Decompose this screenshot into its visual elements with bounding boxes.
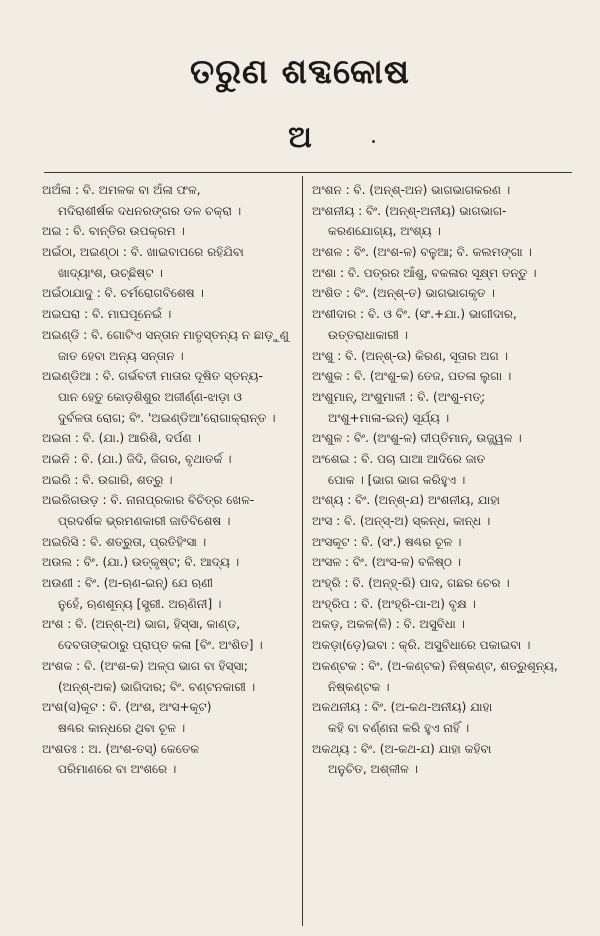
entry-line: ଉତ୍ତରାଧାକାରୀ । <box>328 327 409 342</box>
entry-line: ଅଂଶେଇ : ବି. ପଚା ଘାଆ ଆଦିରେ ଜାତ <box>312 451 486 466</box>
entry-line: କରଣଯୋଗ୍ୟ, ଅଂଶ୍ୟ । <box>328 224 441 239</box>
entry-line: ଅଂଶକ : ବି. (ଅଂଶ-କ) ଅଳ୍ପ ଭାଗ ବା ହିସ୍ସା; <box>42 658 248 673</box>
entry-line: ଅକଡ଼ା(ଡ଼େ)ଇବା : କ୍ରି. ଅସୁବିଧାରେ ପକାଇବା । <box>312 638 531 653</box>
entry-line: ଅଅଁଳା : ବି. ଅମଳକ ବା ଅଁଳା ଫଳ, <box>42 183 201 197</box>
entry-line: ଖାଦ୍ୟାଂଶ, ଉଚ୍ଛିଷ୍ଟ । <box>58 265 163 280</box>
entry-line: ଅଂଶୁମାନ୍, ଅଂଶୁମାଳୀ : ବି. (ଅଂଶୁ-ମତ୍; <box>312 389 486 404</box>
entry-line: ପ୍ରଦର୍ଶକ ଭ୍ରମଣକାରୀ ଜାତିବିଶେଷ । <box>58 514 231 528</box>
entry-line: ଅଇଘରା : ବି. ମାଘପୂନେଇଁ । <box>42 307 172 322</box>
entry-line: ଅଂଶ୍ୟ : ବିଂ. (ଅନ୍‌ଶ୍‌-ଯ) ଅଂଶନୀୟ, ଯାହା <box>312 493 500 508</box>
entry-line: ଅଇ : ବି. ବାନ୍ତିର ଉପକ୍ରମ । <box>42 224 185 239</box>
left-column <box>42 180 298 928</box>
entry-line: ଅଇରିସି : ବି. ଶତ୍ରୁତା, ପ୍ରତିହିଂସା । <box>42 534 207 549</box>
top-rule-divider <box>44 172 572 173</box>
entry-line: ଅଂସ : ବି. (ଅନ୍‌ସ୍‌-ଅ) ସ୍କନ୍ଧ, କାନ୍ଧ । <box>312 514 491 528</box>
right-column <box>312 180 574 928</box>
entry-line: ଅଂଶିତ : ବିଂ. (ଅନ୍‌ଶ୍‌-ତ) ଭାଗଭାଗକୃତ । <box>312 286 495 301</box>
entry-line: ଅଂଶୁ+ମାଳା-ଇନ୍) ସୂର୍ଯ୍ୟ । <box>328 410 450 425</box>
entry-line: ଅଇଣ୍ଡି : ବି. ଗୋଟିଏ ସନ୍ତାନ ମାତୃସ୍ତନ୍ୟ ନ ଛାଡ଼ୁଣୁ <box>42 327 289 342</box>
entry-line: ପୋକ । [ଭାଗ ଭାଗ କରିହୁଏ । <box>328 472 466 487</box>
entry-line: ପରିମାଣରେ ବା ଅଂଶରେ । <box>58 762 177 777</box>
entry-line: ନିଷ୍କଣ୍ଟକ । <box>328 679 390 694</box>
decorative-dot <box>372 140 375 143</box>
entry-line: ଅକଡ଼, ଅକଳ(ଳି) : ବି. ଅସୁବିଧା । <box>312 617 465 632</box>
entry-line: ଅଇଣ୍ଡିଆ : ବି. ଗର୍ଭବତୀ ମାତାର ଦୂଷିତ ସ୍ତନ୍ୟ- <box>42 369 263 384</box>
entry-line: କହି ବା ବର୍ଣ୍ଣନା କରି ହୁଏ ନାହିଁ । <box>328 720 470 735</box>
entry-line: ଅଂଶୁ : ବି. (ଅନ୍‌ଶ୍‌-ଉ) କିରଣ, ସୂତାର ଅଗ । <box>312 348 508 363</box>
entry-line: ଷଣ୍ଢର କାନ୍ଧରେ ଥିବା ଚୂଳ । <box>58 720 186 735</box>
entry-line: ଅଂଶତଃ : ଅ. (ଅଂଶ-ତସ୍) କେତେକ <box>42 741 200 756</box>
entry-line: ଅଂସଳ : ବିଂ. (ଅଂସ-ଳ) ବଳିଷ୍ଠ । <box>312 555 462 570</box>
entry-line: ଅଂଶୁଳ : ବିଂ. (ଅଂଶୁ-ଳ) ଦୀପ୍ତିମାନ୍, ଉଜ୍ଜ୍ୱଳ । <box>312 431 522 446</box>
section-letter-heading: ଅ <box>288 120 312 155</box>
entry-line: ଅନୁଚିତ, ଅଶ୍ଳୀଳ । <box>328 762 419 777</box>
entry-line: ଅଂହ୍ରିପ : ବି. (ଅଂହ୍ରି-ପା-ଅ) ବୃକ୍ଷ । <box>312 596 476 611</box>
entry-line: ଅଂଶନୀୟ : ବିଂ. (ଅନ୍‌ଶ୍‌-ଅନୀୟ) ଭାଗଭାଗ- <box>312 203 507 218</box>
entry-line: ଅକଥନୀୟ : ବିଂ. (ଅ-କଥ-ଅନୀୟ) ଯାହା <box>312 700 493 715</box>
entry-line: ଦେବତାଙ୍କଠାରୁ ପ୍ରାପ୍ତ କଳା [ବିଂ. ଅଂଶିତ] । <box>58 638 263 653</box>
entry-line: ଅଇନି : ବି. (ଯା.) ଜିଦି, ଜିଗର, ବୃଥାତର୍କ । <box>42 451 232 466</box>
entry-line: ମଦିରାଶୀର୍ଷକ ଦଧନରଙ୍ଗର ଡଳ ଚକ୍ରା । <box>58 203 242 218</box>
entry-line: ଦୁର୍ବଳତା ରୋଗ; ବିଂ. 'ଅଇଣ୍ଡିଆ'ରୋଗାକ୍ରାନ୍ତ । <box>58 410 276 425</box>
entry-line: ଅଂହ୍ରି : ବି. (ଅନ୍‌ହ୍‌-ରି) ପାଦ, ଗଛର ଚେର । <box>312 576 510 591</box>
entry-line: ଅଇନା : ବି. (ଯା.) ଆରିଶି, ଦର୍ପଣ । <box>42 431 201 446</box>
entry-line: ଅଇଁଠାଯାଦୁ : ବି. ଚର୍ମରୋଗବିଶେଷ । <box>42 286 204 301</box>
entry-line: ଅକଥ୍ୟ : ବିଂ. (ଅ-କଥ-ଯ) ଯାହା କହିବା <box>312 741 492 756</box>
entry-line: ଅଂଶନ : ବି. (ଅନ୍‌ଶ୍‌-ଅନ) ଭାଗଭାଗକରଣ । <box>312 183 511 197</box>
entry-line: ପାନ ହେତୁ କୋଡ଼ଶିଶୁର ଅଜୀର୍ଣ୍ଣ-ଝାଡ଼ା ଓ <box>58 389 242 404</box>
entry-line: ଅଂଶ(ସ)କୂଟ : ବି. (ଅଂଶ, ଅଂସ+କୂଟ) <box>42 700 212 715</box>
entry-line: ଅଂସକୂଟ : ବି. (ସଂ.) ଷଣ୍ଢର ଚୂଳ । <box>312 534 462 549</box>
entry-line: ଅଂଶୀଦାର : ବି. ଓ ବିଂ. (ସଂ.+ଯା.) ଭାଗୀଦାର, <box>312 307 517 322</box>
entry-line: ଅକଣ୍ଟକ : ବିଂ. (ଅ-କଣ୍ଟକ) ନିଷ୍କଣ୍ଟ, ଶତ୍ରୁଶୂନ୍ୟ, <box>312 658 558 673</box>
entry-line: ଅଇରିଗଉଡ଼ : ବି. ନାନାପ୍ରକାର ବିଚିତ୍ର ଖେଳ- <box>42 493 255 508</box>
entry-line: ଅଇଁଠା, ଅଇଣ୍ଠା : ବି. ଖାଇବାପରେ ରହିଯିବା <box>42 245 244 260</box>
entry-line: ଅଂଶଳ : ବିଂ. (ଅଂଶ-ଳ) ବଳୁଆ; ବି. କଲମଙ୍ଗା । <box>312 245 532 260</box>
entry-line: ଜାତ ହେବା ଅନ୍ୟ ସନ୍ତାନ । <box>58 348 184 363</box>
entry-line: ଅଂଶୁକ : ବି. (ଅଂଶୁ-କ) ତେଜ, ପତଳା ଲୁଗା । <box>312 369 512 384</box>
entry-line: (ଅନ୍‌ଶ୍‌-ଅକ) ଭାଗିଦାର; ବିଂ. ବଣ୍ଟନକାରୀ । <box>58 679 256 694</box>
entry-line: ଅଂଶା : ବି. ପତ୍ରର ଆଁଶୁ, ବକଳାର ସୂକ୍ଷ୍ମ ତନ୍ତୁ । <box>312 265 537 280</box>
entry-line: ଅଉଲ : ବିଂ. (ଯା.) ଉତ୍କୃଷ୍ଟ; ବି. ଆଦ୍ୟ । <box>42 555 240 570</box>
entry-line: ନୁହେଁ, ଋଣଶୂନ୍ୟ [ସ୍ତ୍ରୀ. ଅଋଣିନୀ] । <box>58 596 222 611</box>
page-title: ତରୁଣ ଶବ୍ଦକୋଷ <box>190 52 410 92</box>
entry-line: ଅଇରି : ବି. ଉଗାରି, ଶତ୍ରୁ । <box>42 472 173 487</box>
entry-line: ଅଂଶ : ବି. (ଅନ୍‌ଶ୍‌-ଅ) ଭାଗ, ହିସ୍ସା, କାଣ୍ଡ, <box>42 617 241 632</box>
entry-line: ଅଉଣୀ : ବିଂ. (ଅ-ଋଣ-ଇନ୍) ଯେ ଋଣୀ <box>42 576 213 591</box>
column-divider <box>302 176 303 926</box>
